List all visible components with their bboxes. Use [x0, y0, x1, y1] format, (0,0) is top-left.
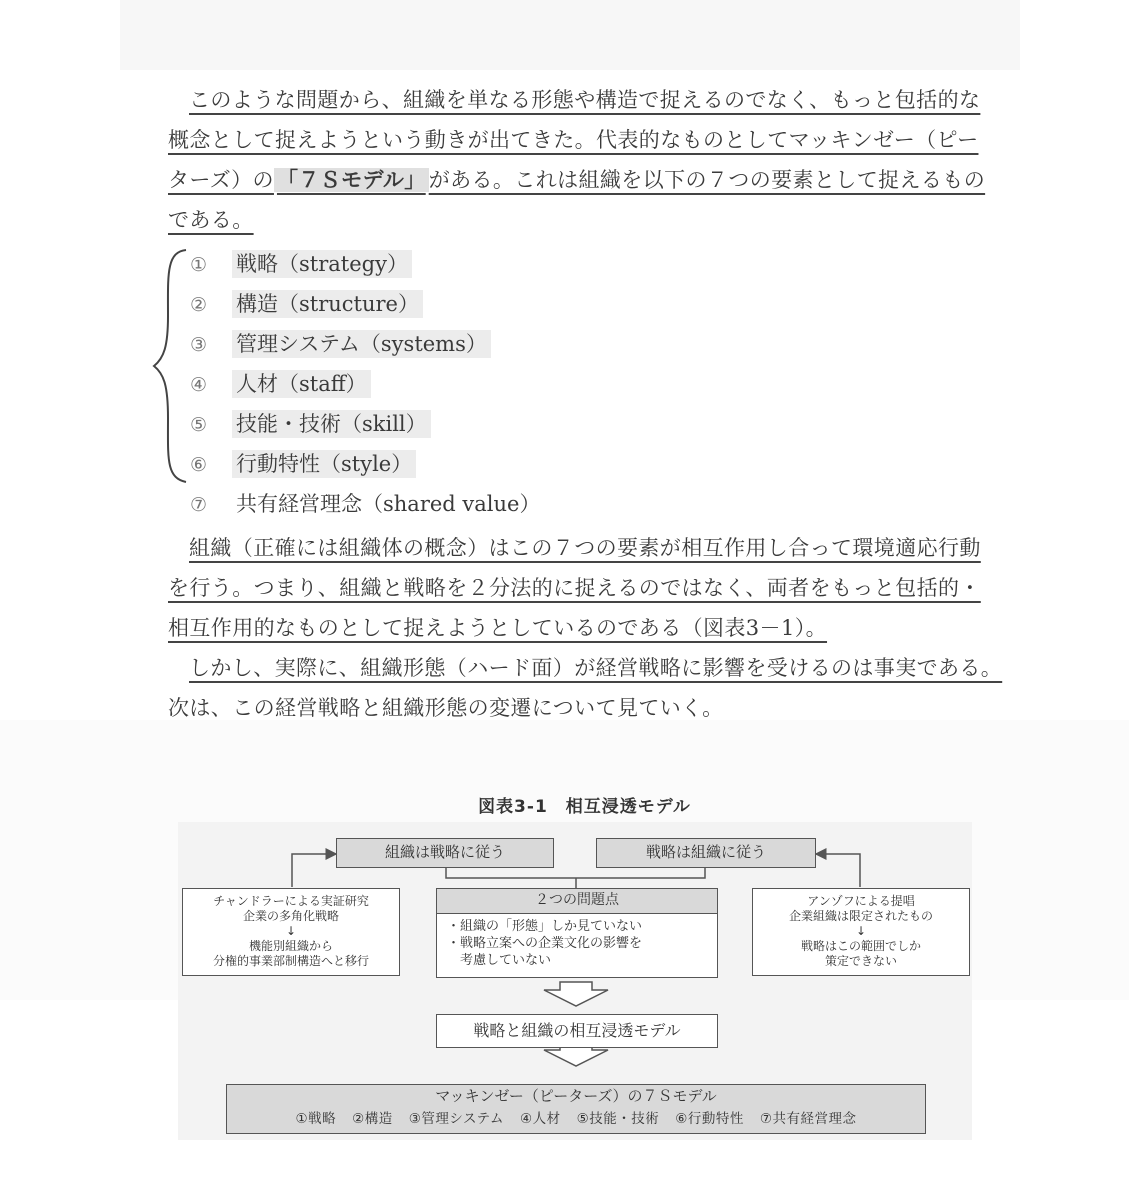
text-line: である。: [168, 208, 254, 232]
list-item: ⑤ 技能・技術（skill）: [190, 404, 544, 444]
list-item: ⑦ 共有経営理念（shared value）: [190, 492, 541, 516]
list-item: ③ 管理システム（systems）: [190, 324, 544, 364]
text-line: 次は、この経営戦略と組織形態の変遷について見ていく。: [168, 696, 724, 720]
organization-follows-strategy-label: 組織は戦略に従う: [336, 838, 554, 868]
ansoff-box: アンゾフによる提唱 企業組織は限定されたもの ↓ 戦略はこの範囲でしか 策定できない: [752, 888, 970, 976]
scan-shade: [120, 0, 1020, 70]
mutual-penetration-diagram: [178, 822, 972, 1140]
seven-s-items: ①戦略 ②構造 ③管理システム ④人材 ⑤技能・技術 ⑥行動特性 ⑦共有経営理念: [295, 1111, 857, 1127]
seven-elements-list: [190, 244, 544, 524]
text-line: ターズ）の 「７Ｓモデル」 がある。これは組織を以下の７つの要素として捉えるもの: [168, 168, 986, 192]
text-line: このような問題から、組織を単なる形態や構造で捉えるのでなく、もっと包括的な: [189, 88, 981, 112]
problems-body: ・組織の「形態」しか見ていない ・戦略立案への企業文化の影響を 考慮していない: [447, 919, 643, 968]
mutual-penetration-model-box: 戦略と組織の相互浸透モデル: [436, 1014, 718, 1048]
figure-title: 図表3-1 相互浸透モデル: [478, 797, 691, 817]
list-item: ② 構造（structure）: [190, 284, 544, 324]
problems-heading: ２つの問題点: [437, 889, 717, 914]
seven-s-highlight: 「７Ｓモデル」: [274, 168, 429, 192]
seven-s-model-box: [226, 1084, 926, 1134]
seven-s-title: マッキンゼー（ピーターズ）の７Ｓモデル: [435, 1087, 717, 1105]
text-line: 相互作用的なものとして捉えようとしているのである（図表3－1）。: [168, 616, 828, 640]
text-line: しかし、実際に、組織形態（ハード面）が経営戦略に影響を受けるのは事実である。: [189, 656, 1003, 680]
list-item: ④ 人材（staff）: [190, 364, 544, 404]
paragraph-intro: [168, 80, 1013, 240]
handwritten-brace: [150, 246, 190, 486]
two-problems-box: [436, 888, 718, 978]
paragraph-interaction: [168, 528, 1013, 648]
list-item: ⑥ 行動特性（style）: [190, 444, 544, 484]
text-line: を行う。つまり、組織と戦略を２分法的に捉えるのではなく、両者をもっと包括的・: [168, 576, 981, 600]
paragraph-conclusion: [168, 648, 1013, 728]
text-line: 組織（正確には組織体の概念）はこの７つの要素が相互作用し合って環境適応行動: [189, 536, 981, 560]
text-line: 概念として捉えようという動きが出てきた。代表的なものとしてマッキンゼー（ピー: [168, 128, 979, 152]
list-item: ① 戦略（strategy）: [190, 244, 544, 284]
strategy-follows-organization-label: 戦略は組織に従う: [596, 838, 816, 868]
chandler-box: チャンドラーによる実証研究 企業の多角化戦略 ↓ 機能別組織から 分権的事業部制構造へと移行: [182, 888, 400, 976]
